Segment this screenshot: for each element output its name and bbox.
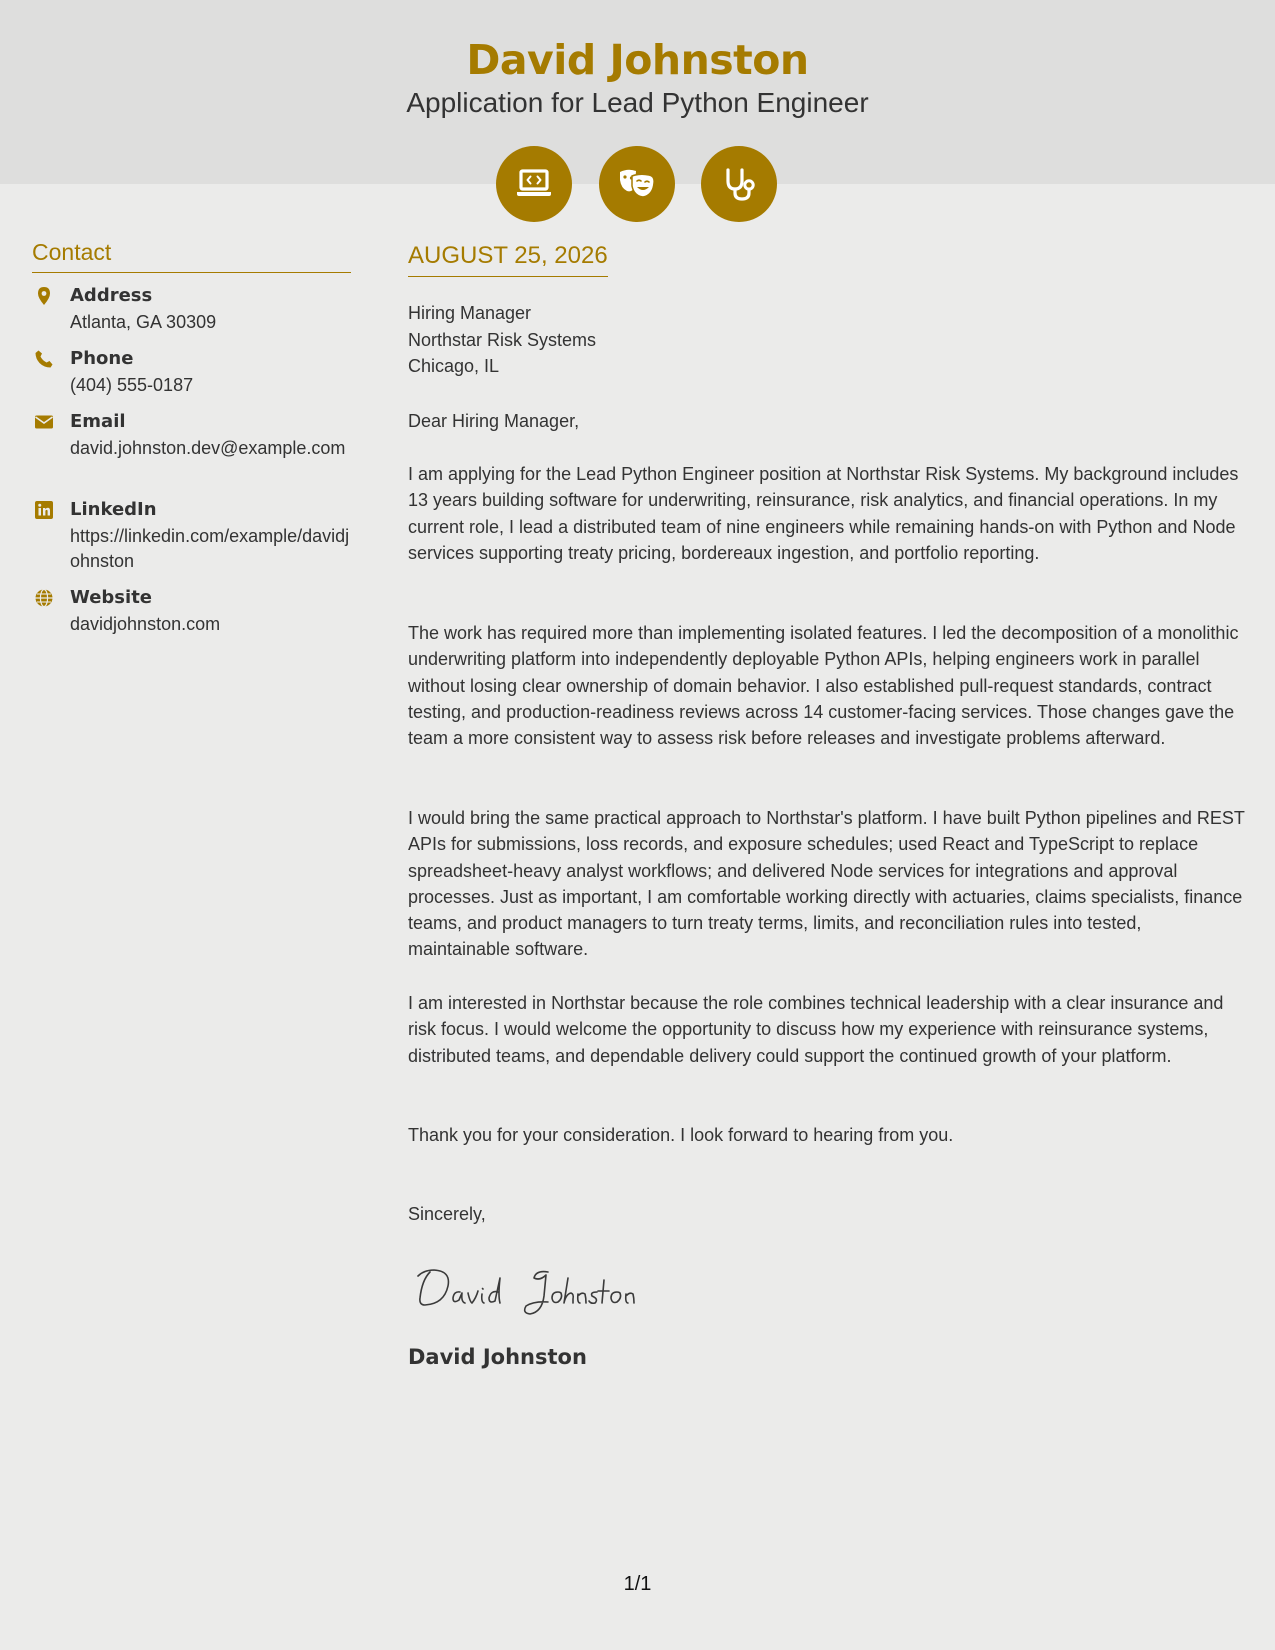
linkedin-value[interactable]: https://linkedin.com/example/davidjohnston xyxy=(70,526,350,571)
letter-paragraph xyxy=(408,990,1248,1069)
salutation: Dear Hiring Manager, xyxy=(408,411,580,431)
recipient-block xyxy=(408,300,596,380)
email-label: Email xyxy=(70,411,126,432)
paragraph-text: I would bring the same practical approach to Northstar's platform. I have built Python pipelines and REST APIs for submissions, loss records, and exposure schedules; used React and TypeScript to replace spreadsheet-heavy analyst workflows; and delivered Node services for integrations and approval processes. Just as important, I am comfortable working directly with actuaries, claims specialists, finance teams, and product managers to turn treaty terms, limits, and reconciliation rules into tested, maintainable software. xyxy=(408,808,1245,960)
paragraph-text: The work has required more than implementing isolated features. I led the decomposition of a monolithic underwriting platform into independently deployable Python APIs, helping engineers work in parallel without losing clear ownership of domain behavior. I also established pull-request standards, contract testing, and production-readiness reviews across 14 customer-facing services. Those changes gave the team a more consistent way to assess risk before releases and investigate problems afterward. xyxy=(408,623,1239,749)
applicant-name: David Johnston xyxy=(466,36,809,84)
letter-paragraph xyxy=(408,620,1248,751)
address-value: Atlanta, GA 30309 xyxy=(70,312,217,332)
letter-paragraph xyxy=(408,1122,1248,1148)
phone-icon xyxy=(34,349,54,369)
email-value[interactable]: david.johnston.dev@example.com xyxy=(70,438,346,458)
handwritten-signature xyxy=(416,1258,676,1318)
phone-value: (404) 555-0187 xyxy=(70,375,194,395)
page-number: 1/1 xyxy=(623,1573,652,1595)
phone-label: Phone xyxy=(70,348,134,369)
laptop-code-icon xyxy=(496,146,572,222)
contact-heading: Contact xyxy=(32,236,351,273)
stethoscope-icon xyxy=(701,146,777,222)
letter-paragraph xyxy=(408,461,1248,566)
address-label: Address xyxy=(70,285,153,306)
globe-icon xyxy=(34,588,54,608)
website-value[interactable]: davidjohnston.com xyxy=(70,614,221,634)
paragraph-text: Thank you for your consideration. I look forward to hearing from you. xyxy=(408,1125,954,1145)
closing: Sincerely, xyxy=(408,1204,486,1224)
application-title: Application for Lead Python Engineer xyxy=(406,87,869,118)
linkedin-icon xyxy=(34,500,54,520)
recipient-name: Hiring Manager xyxy=(408,303,532,323)
theater-masks-icon xyxy=(599,146,675,222)
signer-name: David Johnston xyxy=(408,1345,587,1369)
recipient-company: Northstar Risk Systems xyxy=(408,329,597,350)
recipient-location: Chicago, IL xyxy=(408,356,500,376)
letter-paragraph xyxy=(408,805,1248,963)
paragraph-text: I am applying for the Lead Python Engineer position at Northstar Risk Systems. My background includes 13 years building software for underwriting, reinsurance, risk analytics, and financial operations. In my current role, I lead a distributed team of nine engineers while remaining hands-on with Python and Node services supporting treaty pricing, bordereaux ingestion, and portfolio reporting. xyxy=(408,464,1239,563)
letter-date: AUGUST 25, 2026 xyxy=(408,240,608,277)
envelope-icon xyxy=(34,412,54,432)
map-pin-icon xyxy=(34,286,54,306)
website-label: Website xyxy=(70,587,153,608)
linkedin-label: LinkedIn xyxy=(70,499,157,520)
paragraph-text: I am interested in Northstar because the role combines technical leadership with a clear insurance and risk focus. I would welcome the opportunity to discuss how my experience with reinsurance systems, distributed teams, and dependable delivery could support the continued growth of your platform. xyxy=(408,993,1224,1066)
